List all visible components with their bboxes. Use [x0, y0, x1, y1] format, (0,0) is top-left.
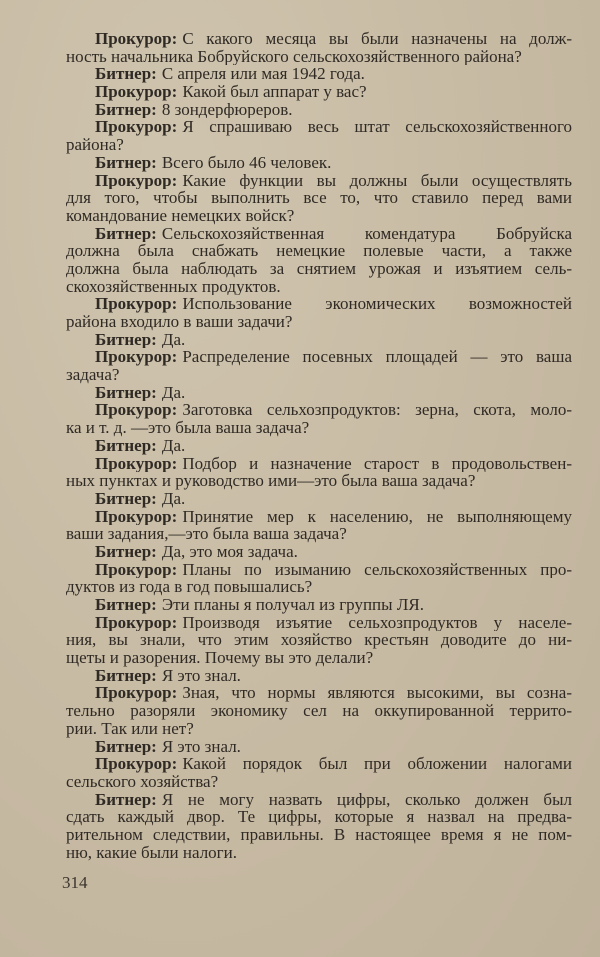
text-line [66, 437, 572, 455]
speaker-label: Прокурор: [95, 118, 178, 137]
text-line [66, 543, 572, 561]
line-text: задача? [66, 366, 120, 384]
line-text: ка и т. д. —это была ваша задача? [66, 419, 310, 437]
line-text: ню, какие были налоги. [66, 843, 237, 862]
text-line [66, 295, 572, 313]
line-text: ных пунктах и руководство ими—это была ваша задача? [66, 472, 476, 490]
dialogue-paragraph [66, 490, 572, 508]
text-line [66, 242, 572, 260]
line-text: Сельскохозяйственная комендатура Бобруйска [161, 224, 572, 243]
line-text: дуктов из года в год повышались? [66, 578, 313, 596]
dialogue-paragraph [66, 65, 572, 83]
dialogue-paragraph [66, 437, 572, 455]
line-text: для того, чтобы выполнить все то, что ставило перед вами [66, 189, 572, 207]
line-text: ность начальника Бобруйского сельскохозяйственного района? [66, 47, 522, 66]
text-line [66, 260, 572, 278]
text-line [66, 225, 572, 243]
text-line [66, 401, 572, 419]
text-line [66, 154, 572, 172]
line-text: ния, вы знали, что этим хозяйство крестьян доводите до ни- [66, 631, 572, 650]
text-line [66, 808, 572, 826]
line-text: Какой был аппарат у вас? [182, 83, 367, 101]
dialogue-paragraph [66, 101, 572, 119]
dialogue-paragraph [66, 543, 572, 561]
text-line [66, 348, 572, 366]
line-text: С какого месяца вы были назначены на долж- [182, 30, 572, 48]
text-line [66, 773, 572, 791]
line-text: Зная, что нормы являются высокими, вы созна- [182, 684, 572, 703]
text-line [66, 331, 572, 349]
line-text: Заготовка сельхозпродуктов: зерна, скота, моло- [182, 401, 572, 420]
dialogue-paragraph [66, 667, 572, 685]
speaker-label: Прокурор: [95, 83, 178, 101]
dialogue-paragraph [66, 684, 572, 737]
line-text: Подбор и назначение старост в продовольствен- [182, 454, 572, 473]
page-number: 314 [62, 873, 88, 892]
dialogue-paragraph [66, 614, 572, 667]
line-text: должна была наблюдать за снятием урожая и изъятием сель- [66, 259, 572, 278]
line-text: сельского хозяйства? [66, 772, 219, 791]
line-text: Какие функции вы должны были осуществлять [182, 171, 572, 190]
text-line [66, 101, 572, 119]
line-text: рии. Так или нет? [66, 719, 194, 738]
text-line [66, 384, 572, 402]
dialogue-paragraph [66, 331, 572, 349]
line-text: Да. [161, 383, 186, 402]
line-text: С апреля или мая 1942 года. [161, 65, 365, 84]
text-line [66, 631, 572, 649]
text-line [66, 844, 572, 862]
line-text: района входило в ваши задачи? [66, 313, 293, 331]
line-text: Использование экономических возможностей [182, 295, 572, 313]
line-text: Я это знал. [161, 666, 241, 685]
dialogue-paragraph [66, 596, 572, 614]
dialogue-paragraph [66, 295, 572, 330]
text-line [66, 472, 572, 490]
dialogue-paragraph [66, 455, 572, 490]
speaker-label: Прокурор: [95, 401, 178, 420]
line-text: сдать каждый двор. Те цифры, которые я назвал на предва- [66, 808, 572, 826]
text-line [66, 508, 572, 526]
text-line [66, 684, 572, 702]
speaker-label: Прокурор: [95, 171, 178, 190]
line-text: рительном следствии, правильны. В настоящее время я не пом- [66, 825, 572, 844]
line-text: Производя изъятие сельхозпродуктов у населе- [182, 613, 572, 632]
line-text: района? [66, 136, 124, 154]
speaker-label: Битнер: [95, 790, 157, 809]
line-text: Я не могу назвать цифры, сколько должен был [161, 790, 572, 809]
speaker-label: Битнер: [95, 737, 157, 756]
speaker-label: Прокурор: [95, 613, 178, 632]
dialogue-paragraph [66, 755, 572, 790]
speaker-label: Битнер: [95, 542, 157, 561]
speaker-label: Прокурор: [95, 295, 178, 313]
line-text: Какой порядок был при обложении налогами [182, 755, 572, 773]
speaker-label: Битнер: [95, 436, 157, 455]
text-line [66, 189, 572, 207]
line-text: Всего было 46 человек. [161, 153, 332, 172]
line-text: Принятие мер к населению, не выполняющему [182, 507, 572, 526]
line-text: должна была снабжать немецкие полевые части, а также [66, 242, 572, 260]
dialogue-paragraph [66, 30, 572, 65]
dialogue-paragraph [66, 154, 572, 172]
line-text: ваши задания,—это была ваша задача? [66, 525, 347, 543]
text-line [66, 455, 572, 473]
speaker-label: Прокурор: [95, 755, 178, 773]
line-text: Планы по изыманию сельскохозяйственных про- [182, 560, 572, 579]
speaker-label: Прокурор: [95, 348, 178, 367]
line-text: командование немецких войск? [66, 206, 295, 225]
dialogue-paragraph [66, 384, 572, 402]
line-text: Эти планы я получал из группы ЛЯ. [161, 596, 424, 614]
speaker-label: Битнер: [95, 153, 157, 172]
text-line [66, 313, 572, 331]
dialogue-paragraph [66, 83, 572, 101]
speaker-label: Битнер: [95, 596, 157, 614]
text-line [66, 83, 572, 101]
speaker-label: Битнер: [95, 666, 157, 685]
text-line [66, 65, 572, 83]
dialogue-paragraph [66, 225, 572, 296]
dialogue-paragraph [66, 172, 572, 225]
document-page-text [66, 30, 572, 861]
speaker-label: Битнер: [95, 224, 157, 243]
speaker-label: Битнер: [95, 65, 157, 84]
speaker-label: Битнер: [95, 330, 157, 349]
line-text: Я спрашиваю весь штат сельскохозяйственного [182, 118, 572, 137]
line-text: Да. [161, 330, 186, 349]
text-line [66, 826, 572, 844]
text-line [66, 720, 572, 738]
text-line [66, 278, 572, 296]
dialogue-paragraph [66, 508, 572, 543]
dialogue-paragraph [66, 791, 572, 862]
text-line [66, 578, 572, 596]
text-line [66, 702, 572, 720]
text-line [66, 614, 572, 632]
text-line [66, 525, 572, 543]
text-line [66, 561, 572, 579]
speaker-label: Прокурор: [95, 684, 178, 703]
speaker-label: Прокурор: [95, 454, 178, 473]
line-text: Распределение посевных площадей — это ваша [182, 348, 572, 367]
text-line [66, 419, 572, 437]
dialogue-paragraph [66, 738, 572, 756]
dialogue-paragraph [66, 348, 572, 383]
text-line [66, 649, 572, 667]
text-line [66, 118, 572, 136]
text-line [66, 667, 572, 685]
line-text: Да. [161, 489, 186, 508]
text-line [66, 48, 572, 66]
speaker-label: Прокурор: [95, 30, 178, 48]
speaker-label: Битнер: [95, 100, 157, 119]
text-line [66, 596, 572, 614]
text-line [66, 738, 572, 756]
speaker-label: Прокурор: [95, 507, 178, 526]
text-line [66, 366, 572, 384]
line-text: тельно разоряли экономику сел на оккупированной террито- [66, 702, 572, 720]
text-line [66, 791, 572, 809]
text-line [66, 490, 572, 508]
line-text: 8 зондерфюреров. [161, 100, 293, 119]
text-line [66, 30, 572, 48]
text-line [66, 172, 572, 190]
line-text: щеты и разорения. Почему вы это делали? [66, 649, 374, 667]
line-text: скохозяйственных продуктов. [66, 277, 281, 296]
dialogue-paragraph [66, 118, 572, 153]
dialogue-paragraph [66, 401, 572, 436]
line-text: Я это знал. [161, 737, 241, 756]
speaker-label: Битнер: [95, 383, 157, 402]
speaker-label: Прокурор: [95, 560, 178, 579]
text-line [66, 755, 572, 773]
speaker-label: Битнер: [95, 489, 157, 508]
dialogue-paragraph [66, 561, 572, 596]
line-text: Да, это моя задача. [161, 542, 298, 561]
text-line [66, 207, 572, 225]
line-text: Да. [161, 436, 186, 455]
text-line [66, 136, 572, 154]
